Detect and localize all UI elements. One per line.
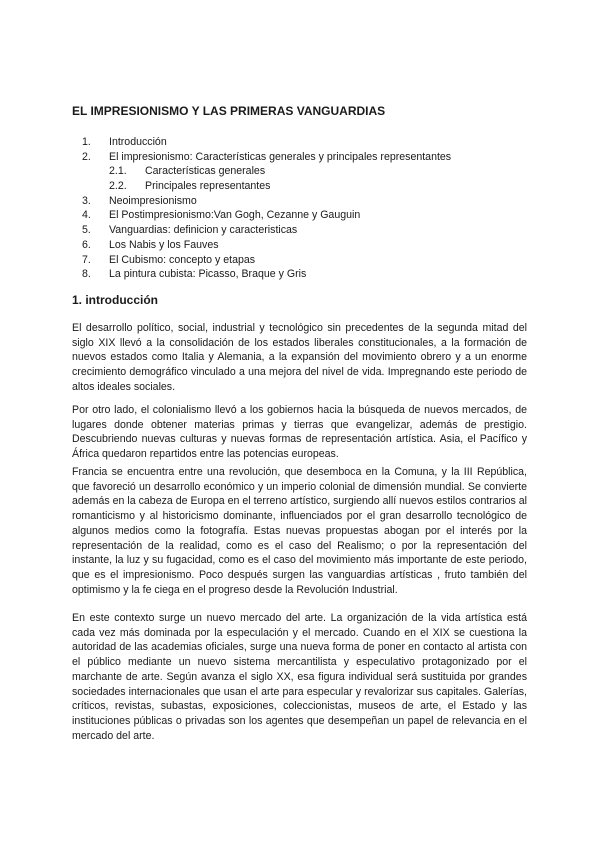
toc-number: 2.1.: [109, 165, 127, 178]
toc-item: [0, 253, 600, 268]
toc-number: 5.: [82, 224, 91, 237]
toc-number: 3.: [82, 194, 91, 207]
toc-number: 6.: [82, 238, 91, 251]
toc-text: Vanguardias: definicion y caracteristicas: [109, 224, 298, 237]
toc-item: [0, 238, 600, 253]
toc-text: Características generales: [145, 165, 266, 178]
toc-item: [0, 150, 600, 165]
toc-text: Principales representantes: [145, 180, 271, 193]
section-heading: 1. introducción: [72, 293, 159, 307]
toc-item: [0, 267, 600, 282]
toc-text: Neoimpresionismo: [109, 194, 197, 207]
toc-number: 1.: [82, 136, 91, 148]
toc-text: El Postimpresionismo:Van Gogh, Cezanne y Gauguin: [109, 209, 361, 222]
toc-item: [0, 194, 600, 209]
toc-text: La pintura cubista: Picasso, Braque y Gris: [109, 268, 307, 281]
toc-number: 8.: [82, 268, 91, 281]
toc-text: El impresionismo: Características generales y principales representantes: [109, 150, 452, 163]
paragraph: El desarrollo político, social, industrial y tecnológico sin precedentes de la segunda mitad del siglo XIX llevó a la consolidación de los estados liberales constitucionales, a la formación de nuevos estados como Italia y Alemania, a la expansión del movimiento obrero y a un enorme crecimiento demográfico vinculado a una mejora del nivel de vida. Impregnando este periodo de altos ideales sociales.: [72, 322, 527, 393]
toc-text: Introducción: [109, 136, 167, 148]
paragraph: En este contexto surge un nuevo mercado del arte. La organización de la vida artística está cada vez más dominada por la especulación y el mercado. Cuando en el XIX se cuestiona la autoridad de las academias oficiales, surge una nueva forma de poner en contacto al artista con el público mediante un nuevo sistema mercantilista y especulativo protagonizado por el marchante de arte. Según avanza el siglo XX, esa figura individual será sustituida por grandes sociedades internacionales que usan el arte para especular y revalorizar sus capitales. Galerías, críticos, revistas, subastas, exposiciones, coleccionistas, museos de arte, el Estado y las instituciones públicas o privadas son los agentes que desempeñan un papel de relevancia en el mercado del arte.: [72, 612, 527, 742]
table-of-contents: [0, 135, 600, 282]
toc-subitem: [0, 179, 600, 194]
toc-number: 4.: [82, 209, 91, 222]
toc-text: Los Nabis y los Fauves: [109, 238, 219, 251]
toc-text: El Cubismo: concepto y etapas: [109, 253, 256, 266]
document-title: EL IMPRESIONISMO Y LAS PRIMERAS VANGUARDIAS: [72, 104, 386, 118]
toc-number: 2.2.: [109, 180, 127, 193]
toc-number: 7.: [82, 253, 91, 266]
toc-number: 2.: [82, 150, 91, 163]
paragraph: Francia se encuentra entre una revolución, que desemboca en la Comuna, y la III República, que favoreció un desarrollo económico y un imperio colonial de dimensión mundial. Se convierte además en la cabeza de Europa en el terreno artístico, surgiendo allí nuevos estilos contrarios al romanticismo y al historicismo dominante, influenciados por el gran desarrollo tecnológico de algunos medios como la fotografía. Estas nuevas propuestas abogan por el interés por la representación de la realidad, como es el caso del Realismo; o por la representación del instante, la luz y su fugacidad, como es el caso del movimiento más importante de este periodo, que es el impresionismo. Poco después surgen las vanguardias artísticas , fruto también del optimismo y la fe ciega en el progreso desde la Revolución Industrial.: [72, 466, 527, 596]
toc-item: [0, 223, 600, 238]
toc-item: [0, 135, 600, 150]
toc-item: [0, 208, 600, 223]
toc-subitem: [0, 164, 600, 179]
paragraph: Por otro lado, el colonialismo llevó a los gobiernos hacia la búsqueda de nuevos mercados, de lugares donde obtener materias primas y tierras que evangelizar, además de prestigio. Descubriendo nuevas culturas y nuevas formas de representación artística. Asia, el Pacífico y África quedaron repartidos entre las potencias europeas.: [72, 404, 527, 461]
